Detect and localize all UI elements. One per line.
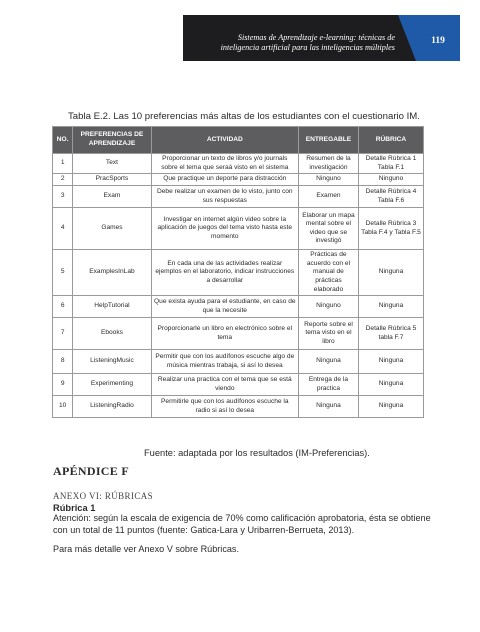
table-cell: En cada una de las actividades realizar ejemplos en el laboratorio, indicar instrucciones a desarrollar (151, 250, 298, 296)
table-cell: Ebooks (73, 318, 151, 350)
attention-paragraph: Atención: según la escala de exigencia de 70% como calificación aprobatoria, ésta se obtiene con un total de 11 puntos (fuente: Gatica-Lara y Uribarren-Berrueta, 2013). (53, 513, 431, 535)
table-cell: Proporcionar un texto de libros y/o journals sobre el tema que seraá visto en el sistema (151, 154, 298, 174)
table-cell: Ninguna (358, 250, 423, 296)
table-cell: Examen (298, 186, 358, 208)
table-cell: Investigar en internet algún video sobre la aplicación de juegos del tema visto hasta este momento (151, 208, 298, 250)
table-row (53, 350, 424, 374)
table-cell: Ninguna (358, 396, 423, 418)
table-cell: 10 (53, 396, 73, 418)
table-cell: Exam (73, 186, 151, 208)
table-row (53, 208, 424, 250)
header-title-line-1: Sistemas de Aprendizaje e-learning: técnicas de (237, 33, 395, 42)
table-cell: Resumen de la investigación (298, 154, 358, 174)
table-cell: 5 (53, 250, 73, 296)
table-row (53, 396, 424, 418)
table-cell: Proporcionarle un libro en electrónico sobre el tema (151, 318, 298, 350)
table-cell: 1 (53, 154, 73, 174)
table-cell: Detalle Rúbrica 5 tabla F.7 (358, 318, 423, 350)
table-row (53, 318, 424, 350)
detail-paragraph: Para más detalle ver Anexo V sobre Rúbricas. (53, 544, 240, 554)
table-cell: Ninguna (298, 396, 358, 418)
table-cell: 3 (53, 186, 73, 208)
table-cell: Que exista ayuda para el estudiante, en caso de que la necesite (151, 296, 298, 318)
header-no: NO. (53, 127, 73, 154)
table-cell: ListeningRadio (73, 396, 151, 418)
table-header-row (53, 127, 424, 154)
table-cell: ExamplesInLab (73, 250, 151, 296)
table-cell: Experimenting (73, 374, 151, 396)
table-row (53, 154, 424, 174)
table-caption: Tabla E.2. Las 10 preferencias más altas de los estudiantes con el cuestionario IM. (68, 111, 420, 122)
table-cell: Prácticas de acuerdo con el manual de prácticas elaborado (298, 250, 358, 296)
table-cell: 7 (53, 318, 73, 350)
table-cell: Elaborar un mapa mental sobre el video que se investigó (298, 208, 358, 250)
table-cell: ListeningMusic (73, 350, 151, 374)
header-title-line-2: inteligencia artificial para las inteligencias múltiples (220, 43, 395, 52)
table-row (53, 186, 424, 208)
table-cell: Que practique un deporte para distracción (151, 174, 298, 186)
appendix-heading: APÉNDICE F (53, 464, 130, 478)
page-number: 119 (416, 15, 460, 61)
header-entregable: ENTREGABLE (298, 127, 358, 154)
table-cell: PracSports (73, 174, 151, 186)
table-source: Fuente: adaptada por los resultados (IM-Preferencias). (144, 448, 370, 458)
table-cell: Ninguno (298, 296, 358, 318)
header-rubrica: RÚBRICA (358, 127, 423, 154)
table-row (53, 296, 424, 318)
table-cell: Detalle Rúbrica 1 Tabla F.1 (358, 154, 423, 174)
table-cell: Ninguna (358, 374, 423, 396)
table-cell: Debe realizar un examen de lo visto, junto con sus respuestas (151, 186, 298, 208)
table-cell: Ninguna (358, 296, 423, 318)
table-cell: 6 (53, 296, 73, 318)
table-cell: Ninguno (298, 174, 358, 186)
table-cell: Realizar una practica con el tema que se está viendo (151, 374, 298, 396)
table-cell: HelpTutorial (73, 296, 151, 318)
header-preferencias: PREFERENCIAS DE APRENDIZAJE (73, 127, 151, 154)
table-cell: Ninguna (358, 350, 423, 374)
table-cell: Entrega de la practica (298, 374, 358, 396)
table-cell: Ninguno (358, 174, 423, 186)
table-cell: 8 (53, 350, 73, 374)
header-actividad: ACTIVIDAD (151, 127, 298, 154)
table-row (53, 250, 424, 296)
rubric-title: Rúbrica 1 (53, 503, 96, 513)
table-cell: Ninguna (298, 350, 358, 374)
table-cell: Permitirle que con los audífonos escuche la radio si así lo desea (151, 396, 298, 418)
table-cell: Reporte sobre el tema visto en el libro (298, 318, 358, 350)
table-cell: 9 (53, 374, 73, 396)
table-row (53, 174, 424, 186)
table-cell: Permitir que con los audífonos escuche algo de música mientras trabaja, si así lo desea (151, 350, 298, 374)
table-row (53, 374, 424, 396)
table-cell: 4 (53, 208, 73, 250)
annex-heading: ANEXO VI: RÚBRICAS (53, 491, 154, 501)
table-cell: Text (73, 154, 151, 174)
table-cell: Detalle Rúbrica 3 Tabla F.4 y Tabla F.5 (358, 208, 423, 250)
preferences-table (52, 126, 424, 418)
table-cell: Detalle Rúbrica 4 Tabla F.6 (358, 186, 423, 208)
table-cell: 2 (53, 174, 73, 186)
table-cell: Games (73, 208, 151, 250)
